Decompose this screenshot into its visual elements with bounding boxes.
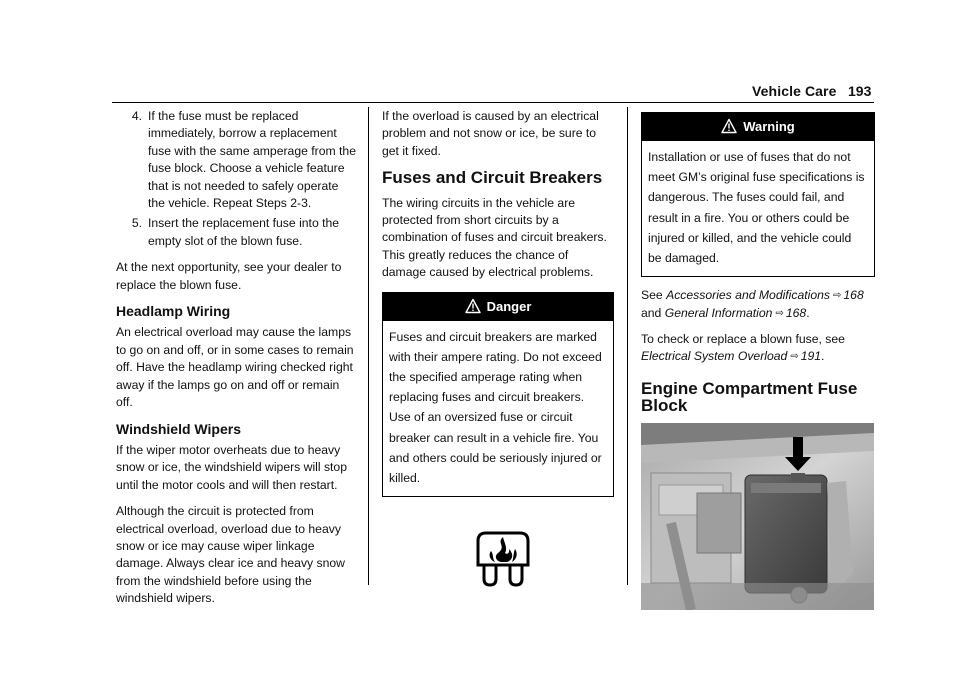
engine-compartment-photo [641, 423, 874, 610]
paragraph: Although the circuit is protected from electrical overload, overload due to heavy snow or ice may cause wiper linkage damage. Always clear ice and heavy snow from the windshield before using the windshield wipers. [116, 504, 345, 606]
column-right [641, 108, 875, 610]
section-heading-fuses: Fuses and Circuit Breakers [382, 168, 603, 188]
see-prefix: To check or replace a blown fuse, see [641, 332, 845, 347]
page-ref-arrow-icon: ⇨ [775, 307, 784, 319]
step-text: If the fuse must be replaced immediately, borrow a replacement fuse with the same amperage from the fuse block. Choose a vehicle feature that is not needed to safely operate the vehicle. Repeat Steps 2-3. [148, 109, 356, 211]
step-number: 5. [131, 216, 142, 231]
paragraph: If the overload is caused by an electrical problem and not snow or ice, be sure to get it fixed. [382, 109, 599, 158]
link-electrical-overload[interactable]: Electrical System Overload [641, 349, 788, 364]
page-ref[interactable]: 168 [785, 305, 807, 320]
warning-triangle-icon [721, 118, 737, 134]
warning-triangle-icon [465, 298, 481, 314]
column-left [116, 108, 356, 617]
page-ref[interactable]: 191 [800, 349, 822, 364]
see-prefix: See [641, 288, 663, 303]
page-ref-arrow-icon: ⇨ [790, 351, 799, 363]
step-number: 4. [131, 109, 142, 123]
paragraph: The wiring circuits in the vehicle are protected from short circuits by a combination of fuses and circuit breakers. This greatly reduces the chance of damage caused by electrical problems. [382, 195, 607, 280]
cross-reference-paragraph: See Accessories and Modifications ⇨ 168 and General Information ⇨ 168. [641, 287, 875, 322]
warning-label: Warning [743, 119, 795, 134]
column-divider-left [368, 107, 369, 585]
danger-text: Fuses and circuit breakers are marked with their ampere rating. Do not exceed the specified amperage rating when replacing fuses and circuit breakers. Use of an oversized fuse or circuit breaker can result in a vehicle fire. You and others could be seriously injured or killed. [389, 329, 602, 486]
danger-header [383, 293, 613, 321]
cross-reference-paragraph: To check or replace a blown fuse, see Electrical System Overload ⇨ 191. [641, 331, 875, 366]
column-middle [382, 108, 614, 591]
section-heading-wipers: Windshield Wipers [116, 420, 241, 437]
danger-label: Danger [486, 298, 532, 314]
warning-box [641, 112, 875, 277]
paragraph: If the wiper motor overheats due to heavy snow or ice, the windshield wipers will stop until the motor cools and will then restart. [116, 442, 347, 492]
page-ref-arrow-icon: ⇨ [833, 290, 842, 302]
page-number: 193 [848, 83, 872, 99]
and-word: and [641, 305, 662, 320]
paragraph: An electrical overload may cause the lamps to go on and off, or in some cases to remain off. Have the headlamp wiring checked right away if the lamps go on and off or remain off. [116, 325, 354, 410]
fuse-fire-icon [474, 527, 532, 591]
page-ref[interactable]: 168 [843, 288, 864, 303]
step-item [116, 108, 356, 212]
paragraph: At the next opportunity, see your dealer to replace the blown fuse. [116, 260, 342, 292]
danger-box [382, 292, 614, 498]
warning-header [642, 113, 874, 141]
header-rule [112, 102, 874, 103]
section-heading-engine-fuse-block: Engine Compartment Fuse Block [641, 378, 858, 416]
column-divider-right [627, 107, 628, 585]
link-general-information[interactable]: General Information [664, 305, 773, 320]
section-heading-headlamp: Headlamp Wiring [116, 303, 231, 320]
running-header-title: Vehicle Care [752, 83, 837, 99]
link-accessories[interactable]: Accessories and Modifications [666, 288, 831, 303]
step-item [116, 215, 356, 250]
warning-text: Installation or use of fuses that do not meet GM’s original fuse specifications is dangerous. The fuses could fail, and result in a fire. You or others could be injured or killed, and the vehicle could be damaged. [648, 150, 865, 266]
step-text: Insert the replacement fuse into the empty slot of the blown fuse. [148, 216, 340, 248]
